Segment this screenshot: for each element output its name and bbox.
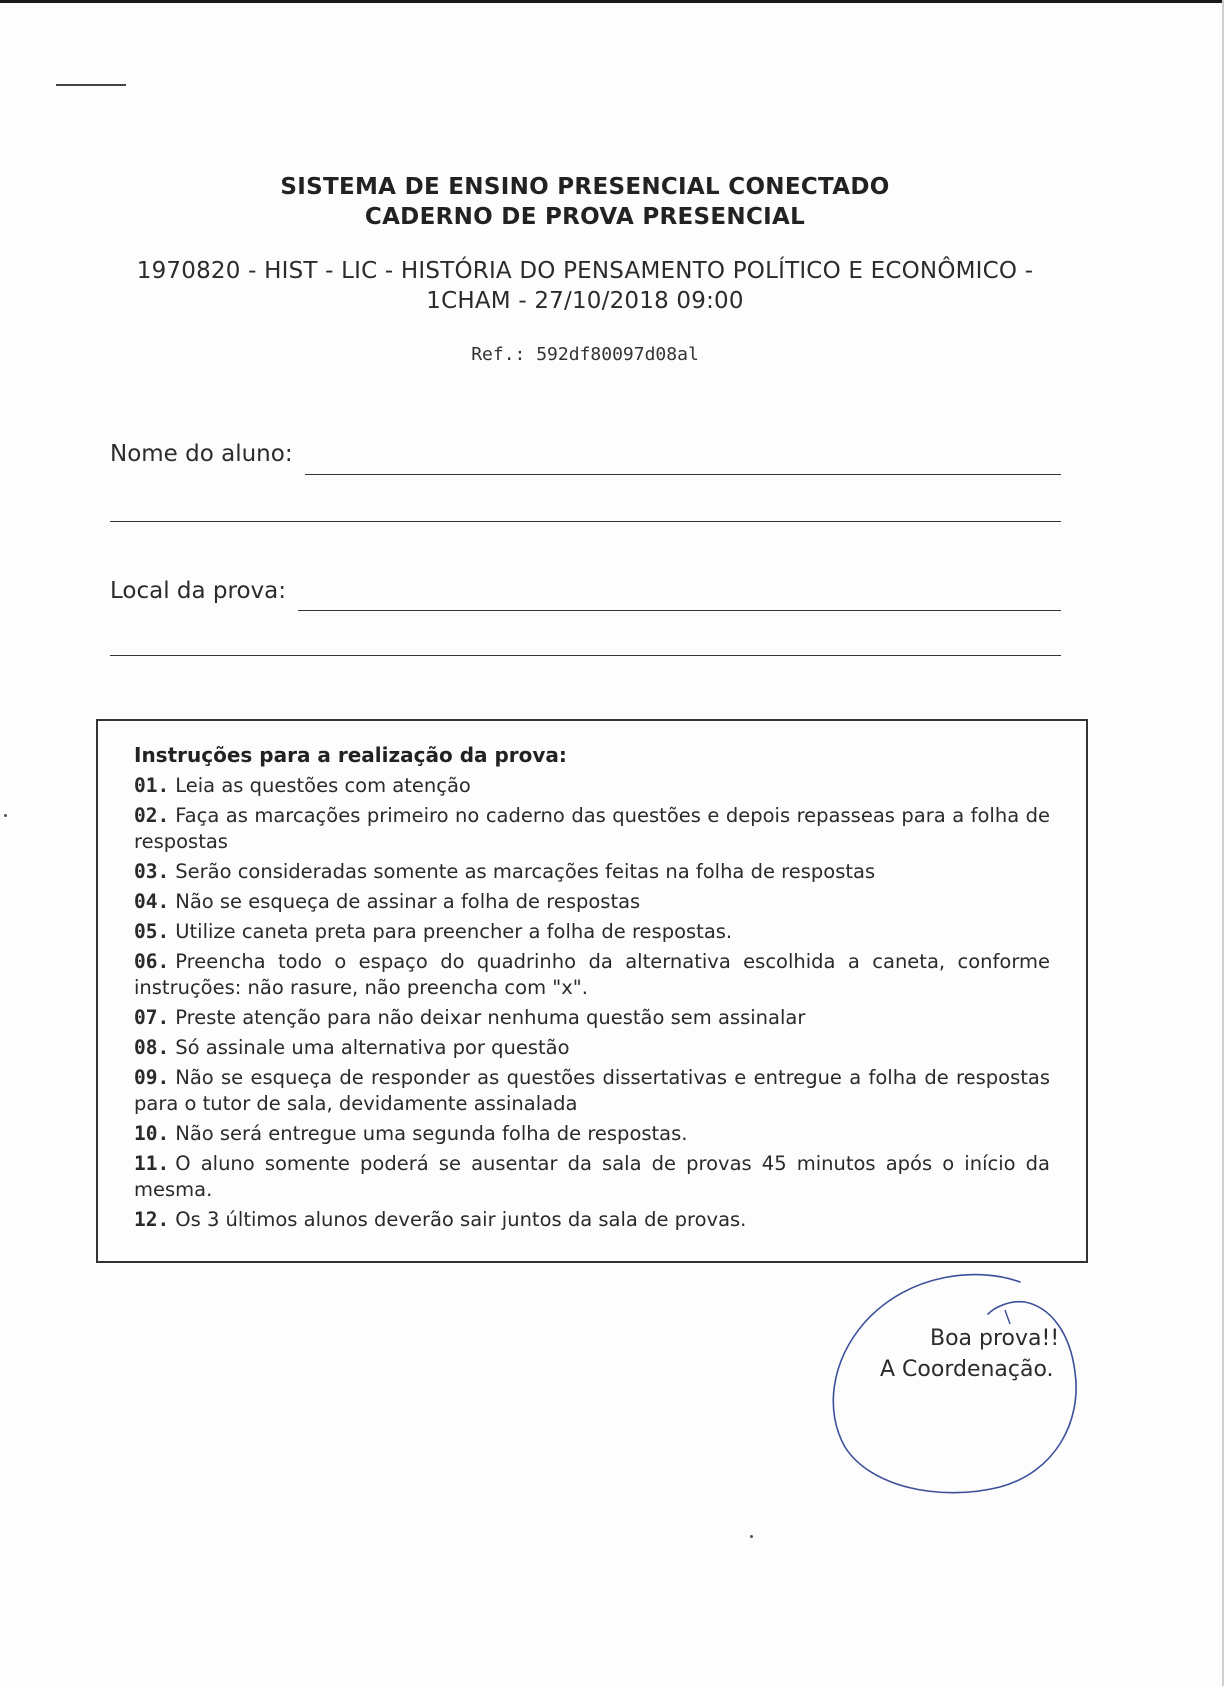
instruction-number: 11. — [134, 1152, 170, 1175]
instruction-item — [134, 949, 1050, 1001]
instruction-number: 04. — [134, 890, 170, 913]
hand-drawn-circle — [820, 1262, 1080, 1502]
closing-greeting: Boa prova!! — [930, 1326, 1060, 1351]
instruction-number: 02. — [134, 804, 170, 827]
instruction-text: Preencha todo o espaço do quadrinho da alternativa escolhida a caneta, conforme instruções: não rasure, não preencha com "x". — [134, 950, 1050, 999]
instruction-number: 05. — [134, 920, 170, 943]
instruction-item — [134, 889, 1050, 915]
scan-top-edge — [0, 0, 1224, 3]
instruction-text: Leia as questões com atenção — [175, 774, 471, 797]
student-name-label: Nome do aluno: — [110, 441, 293, 467]
instruction-text: Não se esqueça de assinar a folha de respostas — [175, 890, 641, 913]
corner-mark — [56, 84, 126, 86]
instruction-number: 07. — [134, 1006, 170, 1029]
instruction-text: Só assinale uma alternativa por questão — [175, 1036, 570, 1059]
reference-code: Ref.: 592df80097d08al — [471, 344, 699, 365]
closing-signature: A Coordenação. — [880, 1357, 1054, 1382]
instruction-item — [134, 1005, 1050, 1031]
system-title: SISTEMA DE ENSINO PRESENCIAL CONECTADO — [280, 174, 890, 200]
instruction-number: 08. — [134, 1036, 170, 1059]
instruction-item — [134, 859, 1050, 885]
instruction-item — [134, 1065, 1050, 1117]
student-name-line-2[interactable] — [110, 521, 1061, 522]
exam-location-line-2[interactable] — [110, 655, 1061, 656]
instruction-number: 10. — [134, 1122, 170, 1145]
instruction-text: Os 3 últimos alunos deverão sair juntos da sala de provas. — [175, 1208, 747, 1231]
instruction-text: Utilize caneta preta para preencher a folha de respostas. — [175, 920, 733, 943]
instruction-text: Serão consideradas somente as marcações feitas na folha de respostas — [175, 860, 876, 883]
instruction-item — [134, 773, 1050, 799]
instruction-number: 06. — [134, 950, 170, 973]
instruction-number: 01. — [134, 774, 170, 797]
instruction-item — [134, 803, 1050, 855]
exam-location-line-1[interactable] — [298, 610, 1061, 611]
instructions-box — [96, 719, 1088, 1263]
instruction-text: Preste atenção para não deixar nenhuma questão sem assinalar — [175, 1006, 806, 1029]
course-info-line-2: 1CHAM - 27/10/2018 09:00 — [426, 288, 744, 314]
course-info-line-1: 1970820 - HIST - LIC - HISTÓRIA DO PENSAMENTO POLÍTICO E ECONÔMICO - — [136, 258, 1034, 284]
instruction-text: O aluno somente poderá se ausentar da sala de provas 45 minutos após o início da mesma. — [134, 1152, 1050, 1201]
instruction-item — [134, 1035, 1050, 1061]
instruction-item — [134, 919, 1050, 945]
instruction-text: Não se esqueça de responder as questões dissertativas e entregue a folha de respostas para o tutor de sala, devidamente assinalada — [134, 1066, 1050, 1115]
instructions-title: Instruções para a realização da prova: — [134, 743, 567, 767]
instruction-text: Não será entregue uma segunda folha de respostas. — [175, 1122, 688, 1145]
scan-speck — [750, 1535, 753, 1538]
instruction-number: 12. — [134, 1208, 170, 1231]
document-title: CADERNO DE PROVA PRESENCIAL — [364, 204, 806, 230]
scan-speck — [4, 814, 7, 817]
instruction-item — [134, 1121, 1050, 1147]
instruction-text: Faça as marcações primeiro no caderno das questões e depois repasseas para a folha de respostas — [134, 804, 1050, 853]
instruction-number: 09. — [134, 1066, 170, 1089]
instruction-number: 03. — [134, 860, 170, 883]
student-name-line-1[interactable] — [305, 474, 1061, 475]
exam-location-label: Local da prova: — [110, 578, 287, 604]
closing-message — [820, 1262, 1080, 1502]
instructions-list — [134, 773, 1050, 1237]
instruction-item — [134, 1151, 1050, 1203]
instruction-item — [134, 1207, 1050, 1233]
